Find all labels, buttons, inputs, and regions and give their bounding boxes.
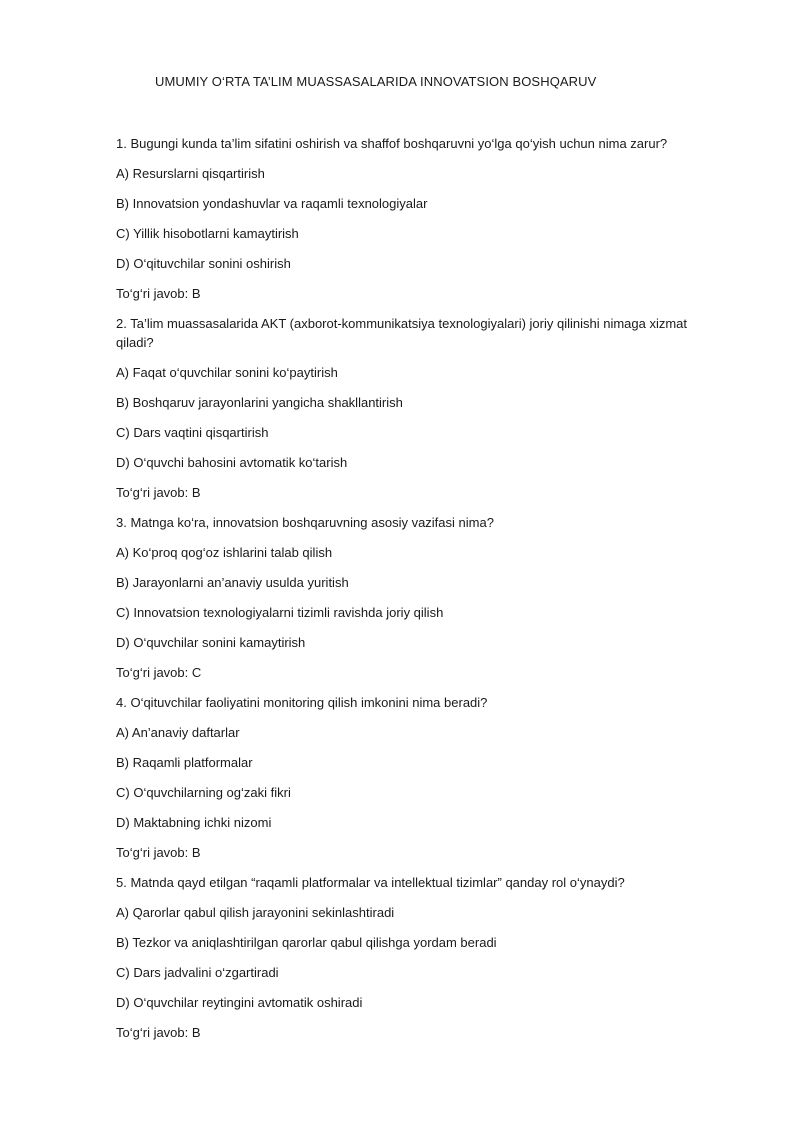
answer-option: B) Jarayonlarni an’anaviy usulda yuritish [116, 575, 349, 590]
answer-option: A) Resurslarni qisqartirish [116, 166, 265, 181]
correct-answer: To‘g‘ri javob: B [116, 485, 201, 500]
answer-option: D) O‘qituvchilar sonini oshirish [116, 256, 291, 271]
correct-answer: To‘g‘ri javob: B [116, 845, 201, 860]
question-block [116, 134, 726, 303]
question-block [116, 513, 726, 682]
answer-option: B) Boshqaruv jarayonlarini yangicha shakllantirish [116, 395, 403, 410]
correct-answer: To‘g‘ri javob: C [116, 665, 202, 680]
question-text: 5. Matnda qayd etilgan “raqamli platformalar va intellektual tizimlar” qanday rol o‘ynaydi? [116, 875, 625, 890]
question-block [116, 693, 726, 862]
answer-option: C) Dars jadvalini o‘zgartiradi [116, 965, 279, 980]
answer-option: A) Faqat o‘quvchilar sonini ko‘paytirish [116, 365, 338, 380]
question-text: 1. Bugungi kunda ta’lim sifatini oshirish va shaffof boshqaruvni yo‘lga qo‘yish uchun nima zarur? [116, 136, 668, 151]
question-text: 4. O‘qituvchilar faoliyatini monitoring qilish imkonini nima beradi? [116, 695, 488, 710]
question-block [116, 873, 726, 1042]
correct-answer: To‘g‘ri javob: B [116, 286, 201, 301]
answer-option: B) Raqamli platformalar [116, 755, 253, 770]
question-text: 2. Ta’lim muassasalarida AKT (axborot-kommunikatsiya texnologiyalari) joriy qilinishi nimaga xizmat qiladi? [116, 316, 688, 350]
answer-option: C) Yillik hisobotlarni kamaytirish [116, 226, 299, 241]
answer-option: B) Tezkor va aniqlashtirilgan qarorlar qabul qilishga yordam beradi [116, 935, 497, 950]
document-title: UMUMIY O‘RTA TA’LIM MUASSASALARIDA INNOVATSION BOSHQARUV [155, 74, 597, 89]
answer-option: C) Dars vaqtini qisqartirish [116, 425, 269, 440]
answer-option: D) O‘quvchilar reytingini avtomatik oshiradi [116, 995, 363, 1010]
answer-option: D) O‘quvchi bahosini avtomatik ko‘tarish [116, 455, 348, 470]
answer-option: B) Innovatsion yondashuvlar va raqamli texnologiyalar [116, 196, 428, 211]
correct-answer: To‘g‘ri javob: B [116, 1025, 201, 1040]
answer-option: A) Qarorlar qabul qilish jarayonini sekinlashtiradi [116, 905, 395, 920]
answer-option: D) O‘quvchilar sonini kamaytirish [116, 635, 306, 650]
answer-option: D) Maktabning ichki nizomi [116, 815, 272, 830]
question-text: 3. Matnga ko‘ra, innovatsion boshqaruvning asosiy vazifasi nima? [116, 515, 494, 530]
answer-option: C) O‘quvchilarning og‘zaki fikri [116, 785, 291, 800]
answer-option: A) Ko‘proq qog‘oz ishlarini talab qilish [116, 545, 333, 560]
answer-option: C) Innovatsion texnologiyalarni tizimli ravishda joriy qilish [116, 605, 444, 620]
document-body [116, 134, 726, 1053]
answer-option: A) An’anaviy daftarlar [116, 725, 240, 740]
question-block [116, 314, 726, 502]
